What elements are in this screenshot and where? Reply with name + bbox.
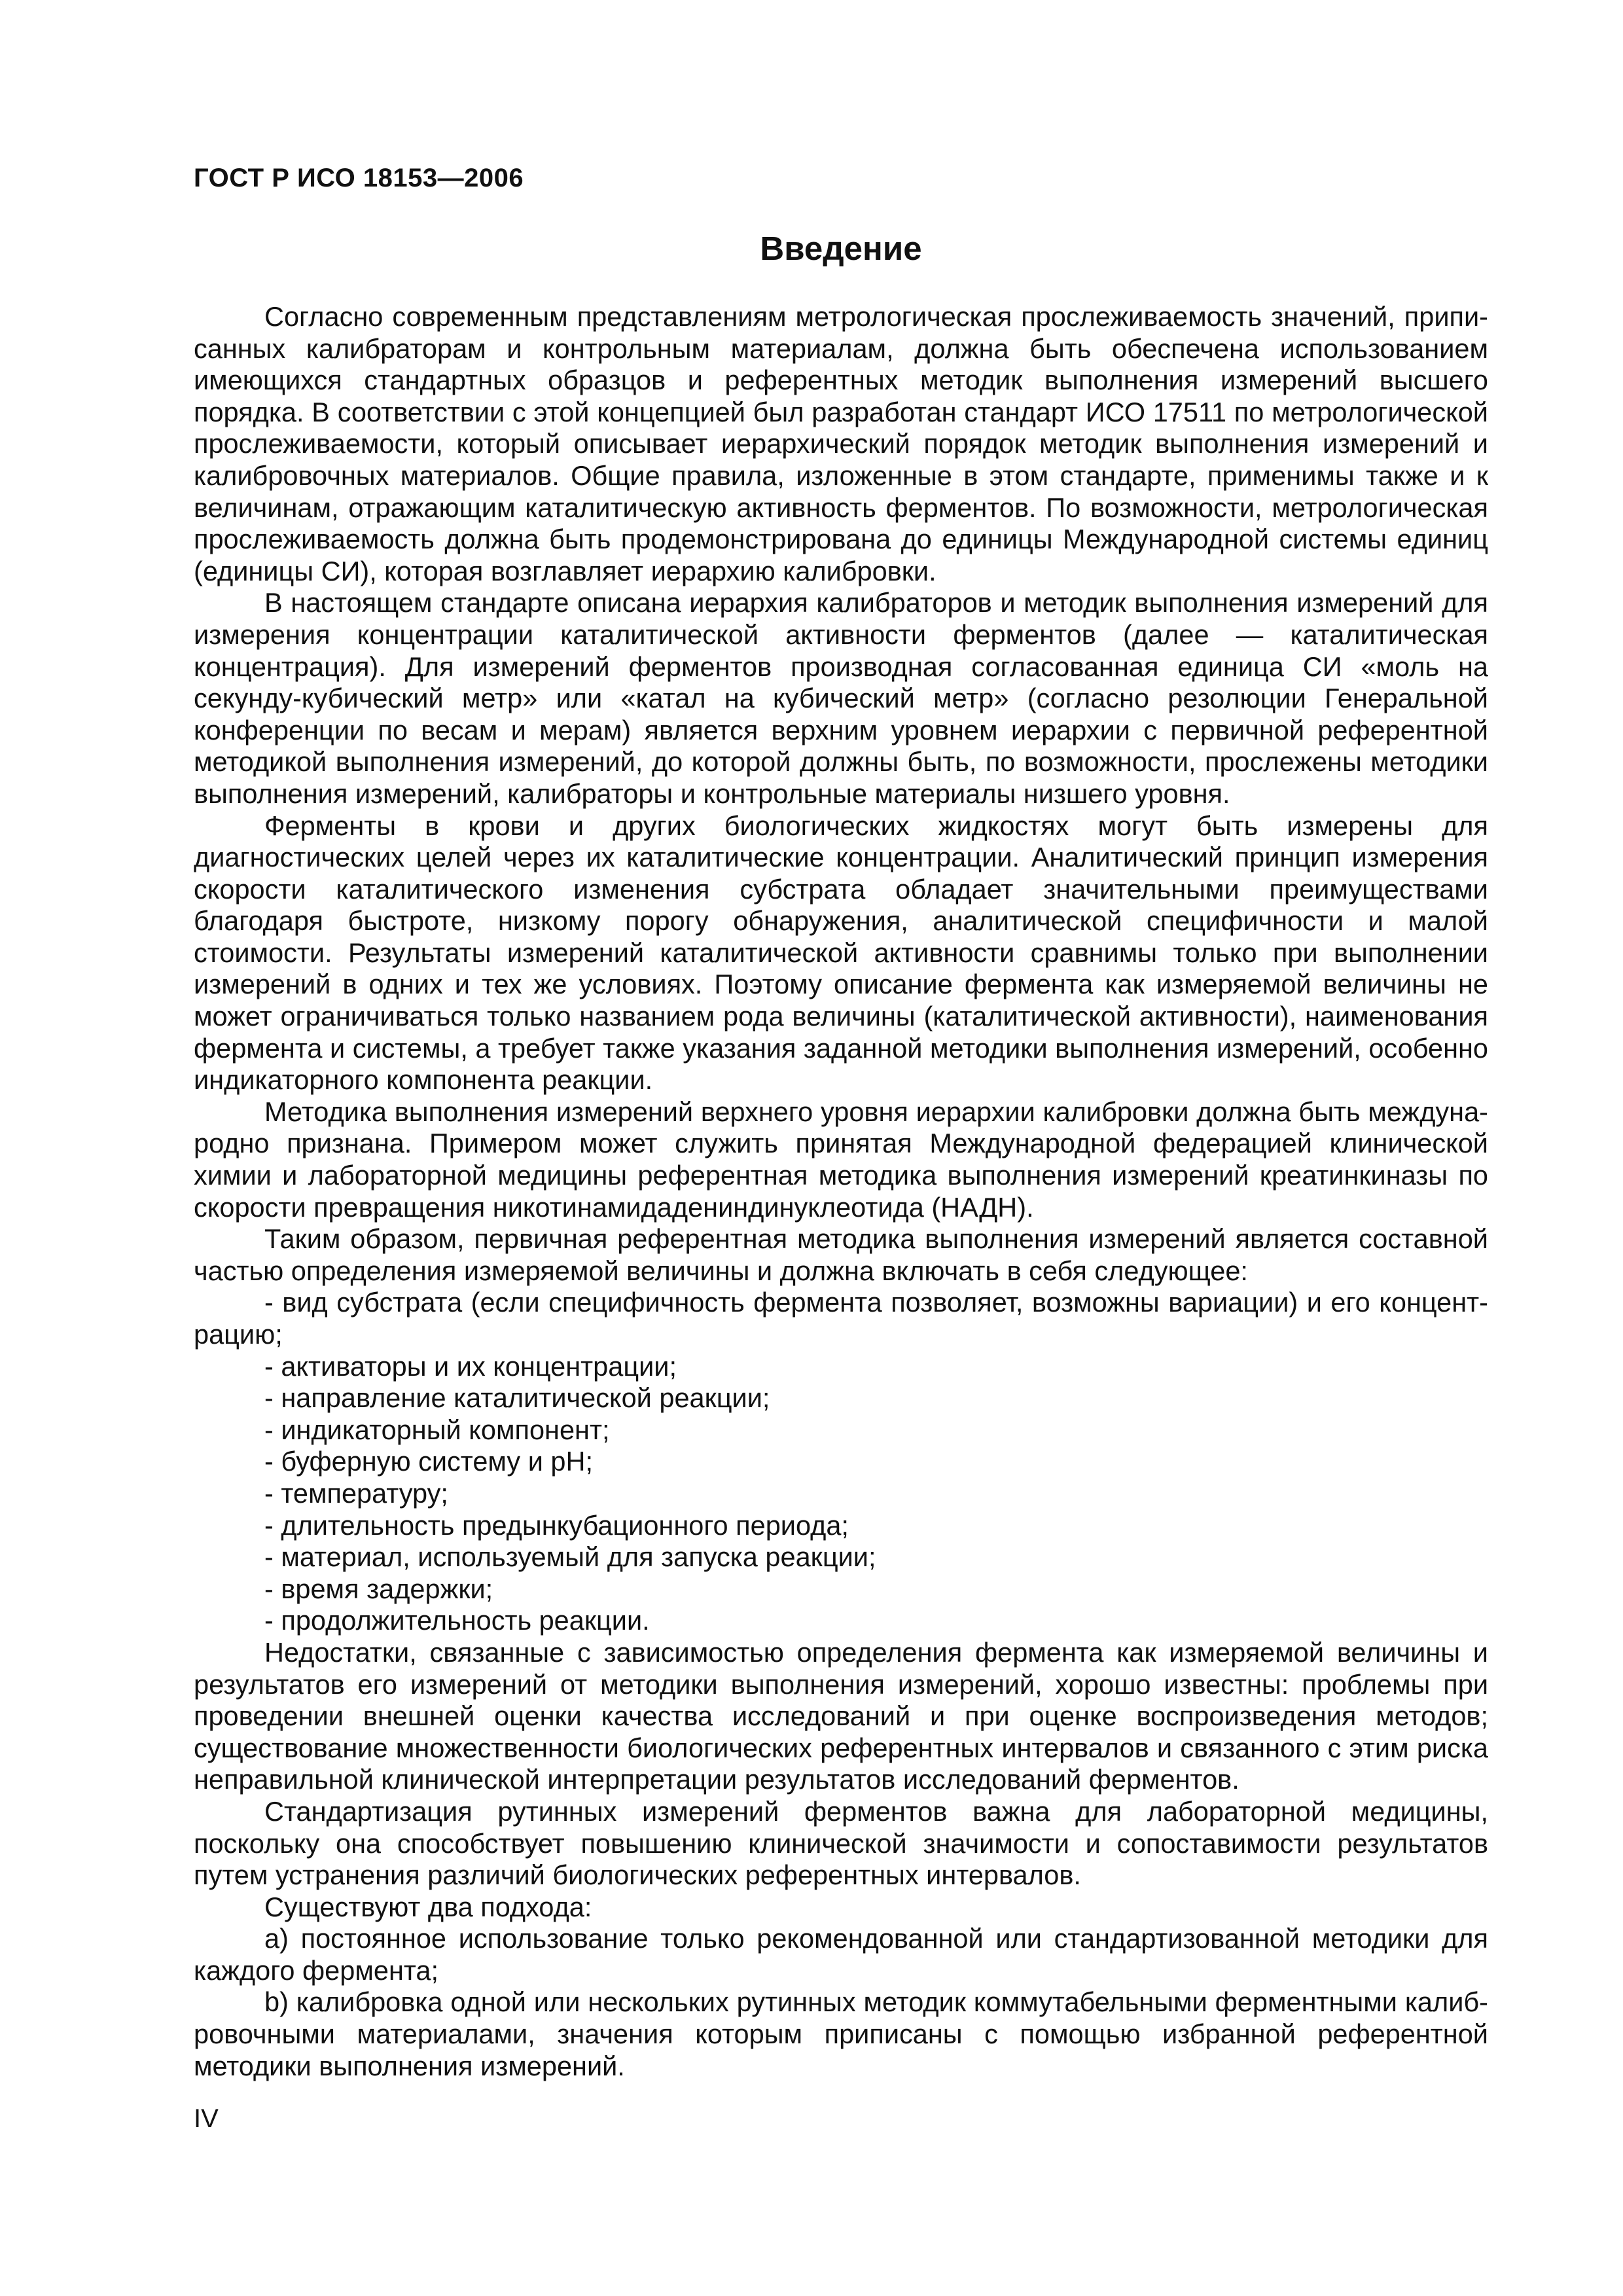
paragraph: Методика выполнения измерений верхнего уровня иерархии калибровки должна быть международно признана. Примером может служить принятая Международной федерацией клинической химии и лабораторной медицины референтная методика выполнения измерений креатинкиназы по скорости превращения никотинамидадениндинуклеотида (НАДН). — [194, 1096, 1488, 1223]
paragraph: Недостатки, связанные с зависимостью определения фермента как измеряемой величины и результатов его измерений от методики выполнения измерений, хорошо известны: проблемы при проведении внешней оценки качества исследований и при оценке воспроизведения методов; существование множественности биологических референтных интервалов и связанного с этим риска неправильной клинической интерпретации результатов исследований ферментов. — [194, 1636, 1488, 1795]
paragraph: Таким образом, первичная референтная методика выполнения измерений является составной частью определения измеряемой величины и должна включать в себя следующее: — [194, 1223, 1488, 1286]
list-item: - вид субстрата (если специфичность фермента позволяет, возможны вариации) и его концентрацию; — [194, 1287, 1488, 1350]
section-title: Введение — [760, 230, 922, 267]
list-item: - температуру; — [264, 1477, 448, 1509]
body-text — [194, 301, 1488, 2082]
paragraph: b) калибровка одной или нескольких рутинных методик коммутабельными ферментными калибровочными материалами, значения которым приписаны с помощью избранной референтной методики выполнения измерений. — [194, 1986, 1488, 2081]
list-item: - материал, используемый для запуска реакции; — [264, 1541, 876, 1573]
page-number: IV — [194, 2104, 219, 2133]
list-item: - направление каталитической реакции; — [264, 1382, 770, 1414]
paragraph: а) постоянное использование только рекомендованной или стандартизованной методики для каждого фермента; — [194, 1923, 1488, 1986]
list-item: - активаторы и их концентрации; — [264, 1350, 677, 1382]
list-item: - индикаторный компонент; — [264, 1414, 610, 1445]
paragraph: В настоящем стандарте описана иерархия калибраторов и методик выполнения измерений для измерения концентрации каталитической активности ферментов (далее — каталитическая концентрация). Для измерений ферментов производная согласованная единица СИ «моль на секунду-кубический метр» или «катал на кубический метр» (согласно резолюции Генеральной конференции по весам и мерам) является верхним уровнем иерархии с первичной референтной методикой выполнения измерений, до которой должны быть, по возможности, прослежены методики выполнения измерений, калибраторы и контрольные материалы низшего уровня. — [194, 587, 1488, 809]
list-item: - продолжительность реакции. — [264, 1605, 650, 1636]
paragraph: Существуют два подхода: — [264, 1891, 592, 1922]
paragraph: Стандартизация рутинных измерений ферментов важна для лабораторной медицины, поскольку она способствует повышению клинической значимости и сопоставимости результатов путем устранения различий биологических референтных интервалов. — [194, 1795, 1488, 1891]
list-item: - буферную систему и pH; — [264, 1446, 593, 1477]
paragraph: Ферменты в крови и других биологических жидкостях могут быть измерены для диагностических целей через их каталитические концентрации. Аналитический принцип измерения скорости каталитического изменения субстрата обладает значительными преимуществами благодаря быстроте, низкому порогу обнаружения, аналитической специфичности и малой стоимости. Результаты измерений каталитической активности сравнимы только при выполнении измерений в одних и тех же условиях. Поэтому описание фермента как измеряемой величины не может ограничиваться только названием рода величины (каталитической активности), наименования фермента и системы, а требует также указания заданной методики выполнения измерений, особенно индикаторного компонента реакции. — [194, 810, 1488, 1096]
list-item: - время задержки; — [264, 1573, 493, 1604]
list-item: - длительность предынкубационного периода; — [264, 1509, 849, 1541]
paragraph: Согласно современным представлениям метрологическая прослеживаемость значений, приписанных калибраторам и контрольным материалам, должна быть обеспечена использованием имеющихся стандартных образцов и референтных методик выполнения измерений высшего порядка. В соответствии с этой концепцией был разработан стандарт ИСО 17511 по метрологической прослеживаемости, который описывает иерархический порядок методик выполнения измерений и калибровочных материалов. Общие правила, изложенные в этом стандарте, применимы также и к величинам, отражающим каталитическую активность ферментов. По возможности, метрологическая прослеживаемость должна быть продемонстрирована до единицы Международной системы единиц (единицы СИ), которая возглавляет иерархию калибровки. — [194, 301, 1488, 586]
document-code: ГОСТ Р ИСО 18153—2006 — [194, 164, 524, 192]
